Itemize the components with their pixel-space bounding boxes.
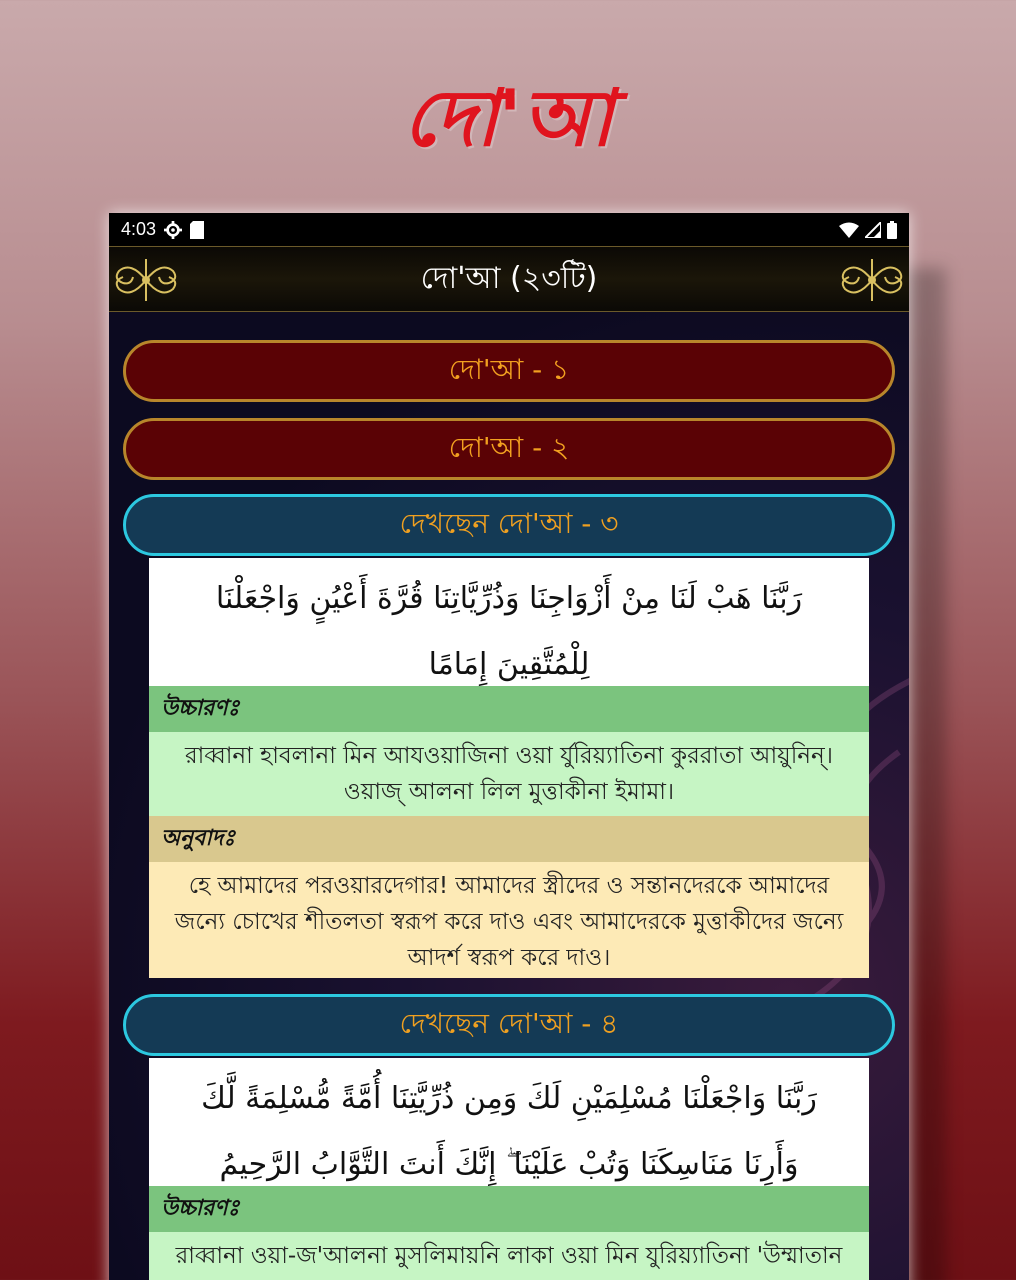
ornament-right-icon <box>837 251 907 309</box>
meaning-label: অনুবাদঃ <box>149 816 869 862</box>
arabic-text: رَبَّنَا وَاجْعَلْنَا مُسْلِمَيْنِ لَكَ وَمِن ذُرِّيَّتِنَا أُمَّةً مُّسْلِمَةً لَّكَ وَأَرِنَا مَنَاسِكَنَا وَتُبْ عَلَيْنَا ۖ إِنَّكَ أَنتَ التَّوَّابُ الرَّحِيمُ <box>201 1081 817 1182</box>
wifi-icon <box>839 222 859 238</box>
app-bar <box>109 246 909 312</box>
pronunciation-label: উচ্চারণঃ <box>149 1186 869 1232</box>
dua-item-2[interactable] <box>123 418 895 480</box>
status-time: 4:03 <box>121 219 157 239</box>
dua-item-label: দো'আ - ১ <box>448 352 570 386</box>
battery-icon <box>887 221 897 239</box>
ornament-left-icon <box>111 251 181 309</box>
dua-list[interactable] <box>109 312 909 1280</box>
settings-gear-icon <box>164 221 182 239</box>
meaning-text: হে আমাদের পরওয়ারদেগার! আমাদের স্ত্রীদের ও সন্তানদেরকে আমাদের জন্যে চোখের শীতলতা স্বরূপ করে দাও এবং আমাদেরকে মুত্তাকীদের জন্যে আদর্শ স্বরূপ করে দাও। <box>149 862 869 978</box>
dua-header-label: দেখছেন দো'আ - ৪ <box>399 1006 619 1040</box>
dua-item-1[interactable] <box>123 340 895 402</box>
dua-header-label: দেখছেন দো'আ - ৩ <box>399 506 619 540</box>
arabic-text: رَبَّنَا هَبْ لَنَا مِنْ أَزْوَاجِنَا وَذُرِّيَّاتِنَا قُرَّةَ أَعْيُنٍ وَاجْعَلْنَا لِلْمُتَّقِينَ إِمَامًا <box>215 581 803 682</box>
status-bar <box>109 213 909 246</box>
pronunciation-text: রাব্বানা ওয়া-জ'আলনা মুসলিমায়নি লাকা ওয়া মিন যুরিয়্যাতিনা 'উম্মাতান <box>149 1232 869 1280</box>
dua-3-card <box>149 558 869 978</box>
pronunciation-text: রাব্বানা হাবলানা মিন আযওয়াজিনা ওয়া র্যুরিয়্যাতিনা কুররাতা আয়ুনিন্‌। ওয়াজ্‌ আলনা লিল মুত্তাকীনা ইমামা। <box>149 732 869 816</box>
dua-item-label: দো'আ - ২ <box>448 430 570 464</box>
dua-item-3-header[interactable] <box>123 494 895 556</box>
promo-title: দো'আ <box>402 73 614 164</box>
signal-icon <box>865 222 881 238</box>
sd-card-icon <box>190 221 204 239</box>
phone-screen <box>109 213 909 1280</box>
pronunciation-label: উচ্চারণঃ <box>149 686 869 732</box>
dua-4-card <box>149 1058 869 1280</box>
dua-item-4-header[interactable] <box>123 994 895 1056</box>
app-bar-title: দো'আ (২৩টি) <box>420 260 598 296</box>
